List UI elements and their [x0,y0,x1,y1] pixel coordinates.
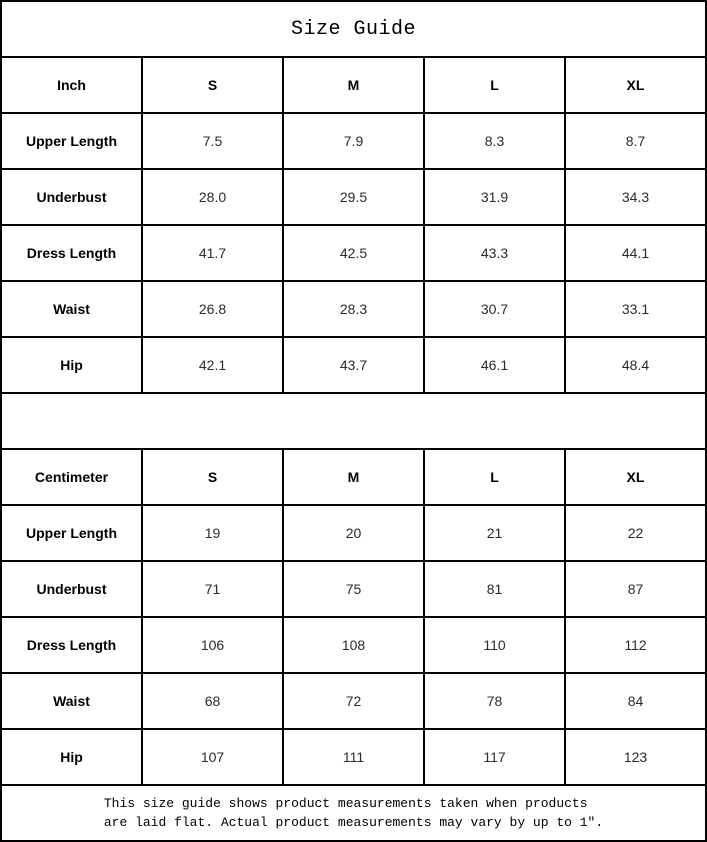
size-value: 111 [283,729,424,785]
size-value: 28.3 [283,281,424,337]
size-value: 43.3 [424,225,565,281]
size-value: 8.7 [565,113,706,169]
footnote [1,785,706,841]
row-label-dress-length: Dress Length [1,225,142,281]
size-value: 78 [424,673,565,729]
size-value: 110 [424,617,565,673]
size-value: 26.8 [142,281,283,337]
size-value: 81 [424,561,565,617]
size-header-l: L [424,449,565,505]
size-header-m: M [283,449,424,505]
size-value: 22 [565,505,706,561]
size-value: 71 [142,561,283,617]
row-label-hip: Hip [1,337,142,393]
row-label-underbust: Underbust [1,169,142,225]
size-value: 19 [142,505,283,561]
size-header-xl: XL [565,57,706,113]
size-value: 21 [424,505,565,561]
size-value: 46.1 [424,337,565,393]
inch-header-row [1,57,706,113]
table-row [1,337,706,393]
table-row [1,729,706,785]
title-row [1,1,706,57]
footnote-line-2: are laid flat. Actual product measurements may vary by up to 1″. [103,815,604,830]
row-label-hip: Hip [1,729,142,785]
table-row [1,617,706,673]
spacer-row [1,393,706,449]
size-value: 84 [565,673,706,729]
size-value: 30.7 [424,281,565,337]
size-value: 8.3 [424,113,565,169]
table-row [1,561,706,617]
size-header-s: S [142,449,283,505]
size-header-s: S [142,57,283,113]
row-label-waist: Waist [1,673,142,729]
centimeter-header-row [1,449,706,505]
size-value: 68 [142,673,283,729]
size-header-l: L [424,57,565,113]
size-value: 72 [283,673,424,729]
size-value: 7.5 [142,113,283,169]
size-value: 7.9 [283,113,424,169]
size-value: 28.0 [142,169,283,225]
row-label-underbust: Underbust [1,561,142,617]
size-value: 87 [565,561,706,617]
footnote-row [1,785,706,841]
row-label-upper-length: Upper Length [1,113,142,169]
size-value: 31.9 [424,169,565,225]
table-row [1,505,706,561]
size-value: 117 [424,729,565,785]
row-label-dress-length: Dress Length [1,617,142,673]
size-value: 112 [565,617,706,673]
unit-header-centimeter: Centimeter [1,449,142,505]
size-value: 107 [142,729,283,785]
size-value: 33.1 [565,281,706,337]
size-value: 34.3 [565,169,706,225]
spacer-cell [1,393,706,449]
size-value: 108 [283,617,424,673]
size-header-m: M [283,57,424,113]
size-value: 48.4 [565,337,706,393]
unit-header-inch: Inch [1,57,142,113]
size-value: 42.1 [142,337,283,393]
table-row [1,169,706,225]
size-value: 29.5 [283,169,424,225]
row-label-waist: Waist [1,281,142,337]
size-value: 106 [142,617,283,673]
size-value: 44.1 [565,225,706,281]
size-value: 20 [283,505,424,561]
size-value: 75 [283,561,424,617]
table-row [1,673,706,729]
row-label-upper-length: Upper Length [1,505,142,561]
footnote-line-1: This size guide shows product measurements taken when products [103,796,588,811]
size-value: 42.5 [283,225,424,281]
page-title: Size Guide [1,1,706,57]
footnote-text [104,794,603,832]
table-row [1,113,706,169]
table-row [1,225,706,281]
size-value: 43.7 [283,337,424,393]
size-header-xl: XL [565,449,706,505]
table-row [1,281,706,337]
size-value: 123 [565,729,706,785]
size-value: 41.7 [142,225,283,281]
